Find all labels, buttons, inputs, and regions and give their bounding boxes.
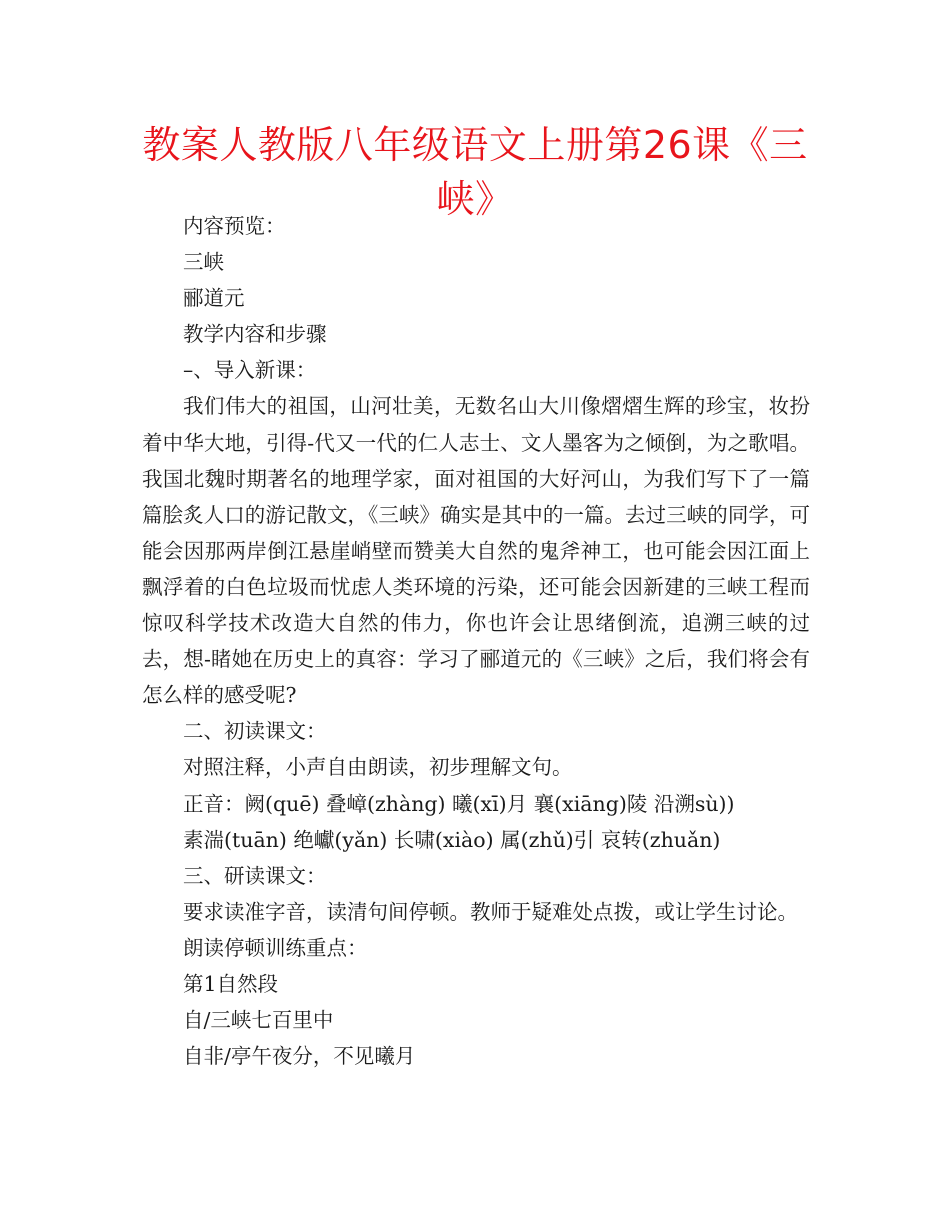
paragraph-preview-heading: 内容预览： (183, 214, 286, 238)
paragraph-pause-example-2: 自非/亭午夜分，不见曦月 (183, 1044, 416, 1069)
paragraph-step-2-heading: 二、初读课文： (183, 719, 327, 744)
paragraph-lesson-name: 三峡 (183, 250, 224, 275)
paragraph-pause-training: 朗读停顿训练重点： (183, 935, 368, 960)
document-body (142, 208, 810, 1074)
document-title: 教案人教版八年级语文上册第26课《三峡》 (142, 123, 808, 221)
paragraph-reading-instruction: 对照注释，小声自由朗读，初步理解文句。 (183, 755, 573, 780)
paragraph-natural-section-1: 第1自然段 (183, 971, 279, 996)
paragraph-introduction: 我们伟大的祖国，山河壮美，无数名山大川像熠熠生辉的珍宝，妆扮着中华大地，引得-代又一代的仁人志士、文人墨客为之倾倒，为之歌唱。我国北魏时期著名的地理学家，面对祖国的大好河山，为我们写下了一篇篇脍炙人口的游记散文，《三峡》确实是其中的一篇。去过三峡的同学，可能会因那两岸倒江悬崖峭壁而赞美大自然的鬼斧神工，也可能会因江面上飘浮着的白色垃圾而忧虑人类环境的污染，还可能会因新建的三峡工程而惊叹科学技术改造大自然的伟力，你也许会让思绪倒流，追溯三峡的过去，想-睹她在历史上的真容：学习了郦道元的《三峡》之后，我们将会有怎么样的感受呢? (142, 394, 810, 708)
paragraph-pause-example-1: 自/三峡七百里中 (183, 1008, 334, 1033)
paragraph-step-1-heading: –、导入新课： (183, 358, 317, 383)
paragraph-author: 郦道元 (183, 286, 245, 311)
paragraph-pronunciation-1: 正音：阙(quē) 叠嶂(zhàng) 曦(xī)月 襄(xiāng)陵 沿溯sù)) (183, 791, 735, 816)
paragraph-pronunciation-2: 素湍(tuān) 绝巘(yǎn) 长啸(xiào) 属(zhǔ)引 哀转(zhuǎn) (183, 827, 721, 852)
paragraph-study-requirement: 要求读准字音，读清句间停顿。教师于疑难处点拨，或让学生讨论。 (183, 899, 798, 924)
paragraph-step-3-heading: 三、研读课文： (183, 863, 327, 888)
paragraph-section-heading: 教学内容和步骤 (183, 322, 327, 347)
